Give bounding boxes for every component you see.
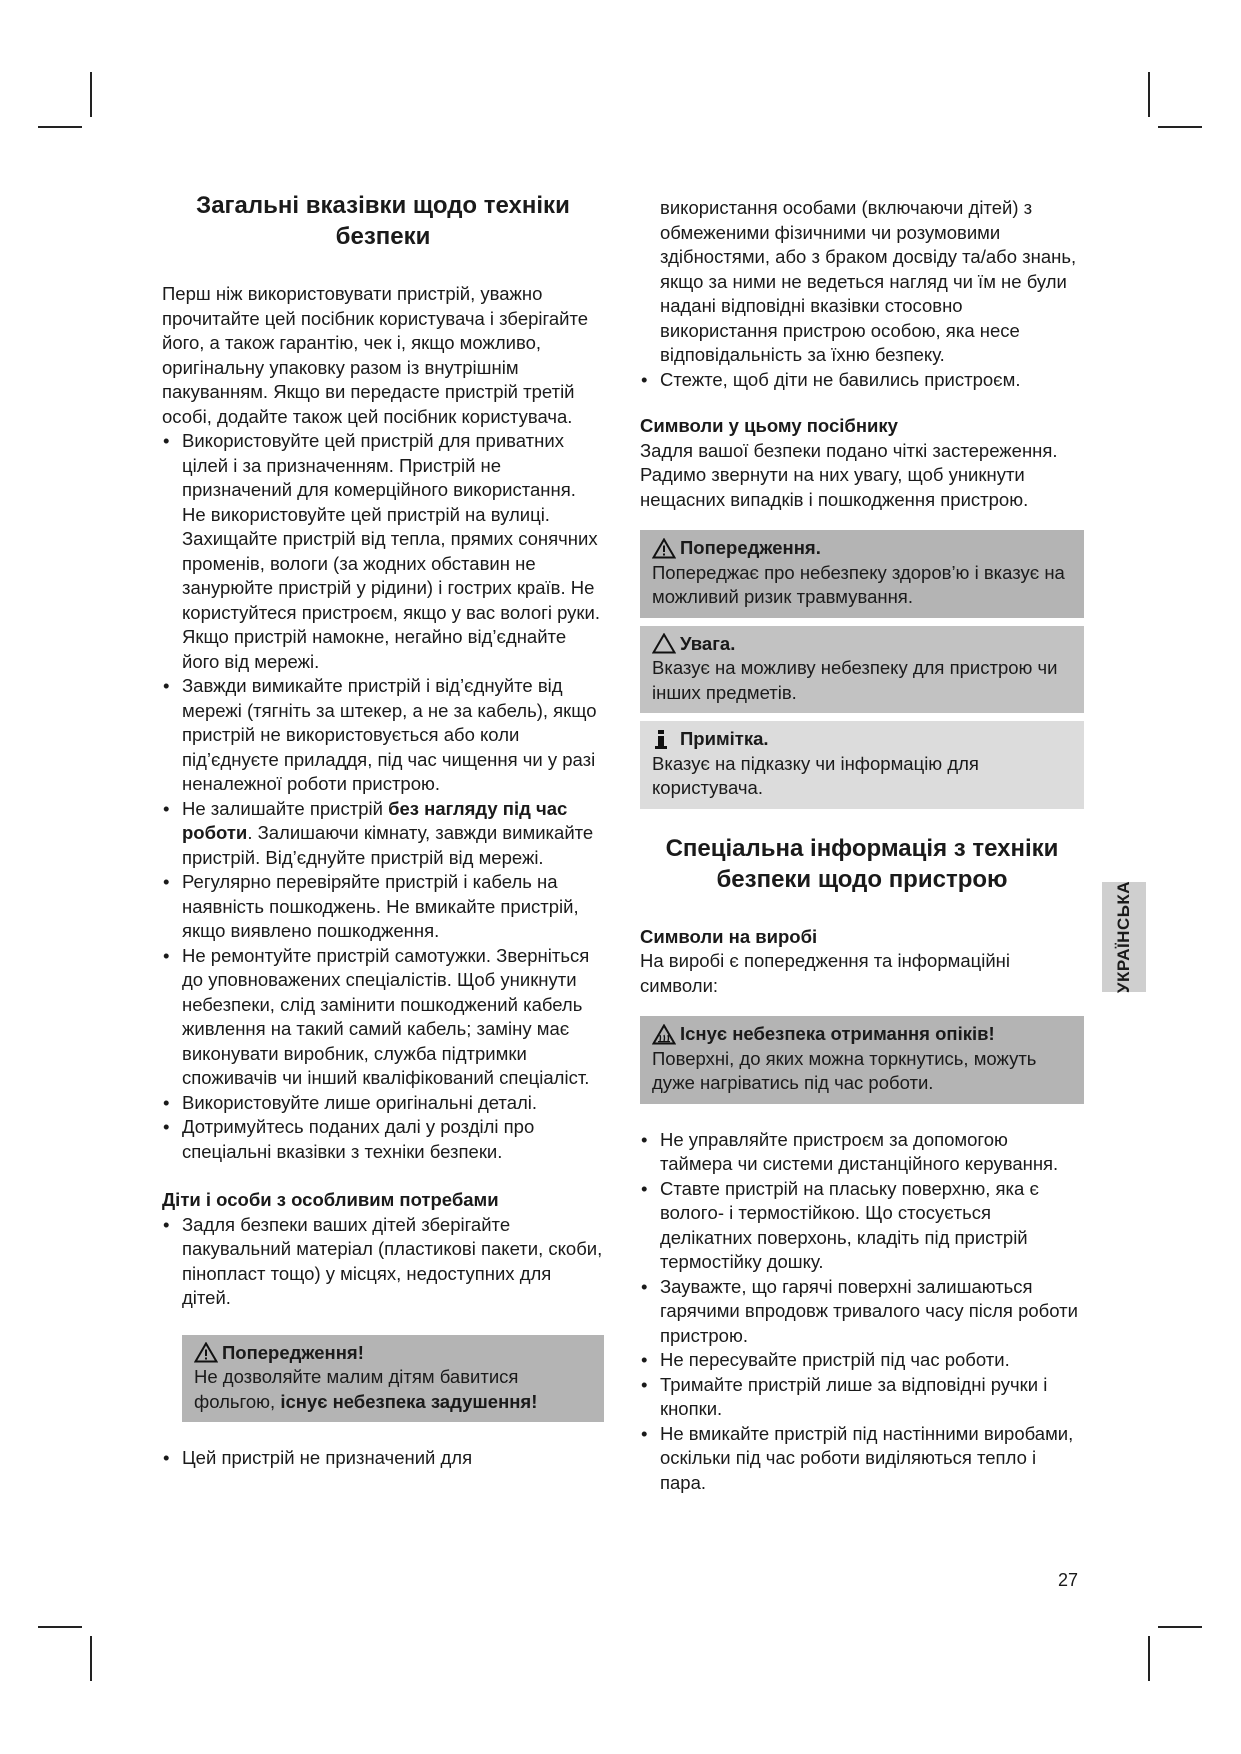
crop-mark — [1158, 1626, 1202, 1628]
product-symbols-text: На виробі є попередження та інформаційні символи: — [640, 950, 1010, 996]
warning-title-row — [194, 1341, 592, 1366]
caution-box — [640, 626, 1084, 714]
crop-mark — [38, 1626, 82, 1628]
burn-title: Існує небезпека отримання опіків! — [680, 1023, 995, 1044]
crop-mark — [1148, 1636, 1150, 1681]
symbols-text: Задля вашої безпеки подано чіткі застереження. Радимо звернути на них увагу, щоб уникнути нещасних випадків і пошкодження пристрою. — [640, 439, 1058, 510]
section-title-special-safety: Спеціальна інформація з техніки безпеки щодо пристрою — [665, 834, 1059, 893]
caution-title-row — [652, 632, 1072, 657]
last-list — [162, 1446, 604, 1471]
list-item-text: Використовуйте цей пристрій для приватних цілей і за призначенням. Пристрій не призначений для комерційного використання. — [182, 430, 576, 500]
symbols-heading: Символи у цьому посібнику — [640, 415, 898, 436]
burn-title-row — [652, 1022, 1072, 1047]
caution-text: Вказує на можливу небезпеку для пристрою чи інших предметів. — [652, 657, 1058, 703]
crop-mark — [1148, 72, 1150, 117]
list-item: • Задля безпеки ваших дітей зберігайте пакувальний матеріал (пластикові пакети, скоби, пінопласт тощо) у місцях, недоступних для дітей. — [162, 1213, 604, 1311]
warning-triangle-icon — [194, 1342, 218, 1363]
warning-title: Попередження. — [680, 537, 821, 558]
intro-paragraph: Перш ніж використовувати пристрій, уважно прочитайте цей посібник користувача і зберігайте його, а також гарантію, чек і, якщо можливо, оригінальну упаковку разом із внутрішнім пакуванням. Якщо ви передасте пристрій третій особі, додайте також цей посібник користувача. — [162, 283, 589, 427]
list-item — [162, 797, 604, 871]
list-item: • Стежте, щоб діти не бавились пристроєм. — [640, 368, 1084, 393]
list-item: • Ставте пристрій на плаську поверхню, яка є вологo- і термостійкою. Що стосується делікатних поверхонь, кладіть під пристрій термостійку дошку. — [640, 1177, 1084, 1275]
continued-list — [640, 368, 1084, 393]
list-item: • Не пересувайте пристрій під час роботи. — [640, 1348, 1084, 1373]
children-list — [162, 1213, 604, 1311]
burn-warning-box — [640, 1016, 1084, 1104]
caution-title: Увага. — [680, 632, 736, 654]
warning-text: Попереджає про небезпеку здоров’ю і вказує на можливий ризик травмування. — [652, 561, 1065, 607]
safety-list — [162, 429, 604, 1164]
crop-mark — [90, 72, 92, 117]
warning-title: Попередження! — [222, 1341, 364, 1363]
list-item-text: . Залишаючи кімнату, завжди вимикайте пристрій. Від’єднуйте пристрій від мережі. — [182, 822, 594, 868]
list-item — [162, 429, 604, 674]
list-item: • Регулярно перевіряйте пристрій і кабель на наявність пошкоджень. Не вмикайте пристрій, якщо виявлено пошкодження. — [162, 870, 604, 944]
list-item-text: Не залишайте пристрій — [182, 797, 389, 819]
caution-triangle-icon — [652, 633, 676, 654]
list-item: • Тримайте пристрій лише за відповідні ручки і кнопки. — [640, 1373, 1084, 1422]
continued-text: використання особами (включаючи дітей) з обмеженими фізичними чи розумовими здібностями, або з браком досвіду та/або знань, якщо за ними не ведеться нагляд чи їм не були надані відповідні вказівки стосовно використання пристрою особою, яка несе відповідальність за їхню безпеку. — [660, 197, 1077, 365]
warning-text-bold: існує небезпека задушення! — [280, 1390, 538, 1412]
list-item: • Не вмикайте пристрій під настінними виробами, оскільки під час роботи виділяються тепло і пара. — [640, 1422, 1084, 1496]
list-item: • Використовуйте лише оригінальні деталі. — [162, 1091, 604, 1116]
section-title-general-safety: Загальні вказівки щодо техніки безпеки — [196, 192, 570, 250]
warning-box-children — [182, 1335, 604, 1423]
crop-mark — [1158, 126, 1202, 128]
product-symbols-heading: Символи на виробі — [640, 925, 818, 947]
list-item: • Не управляйте пристроєм за допомогою таймера чи системи дистанційного керування. — [640, 1128, 1084, 1177]
device-safety-list — [640, 1128, 1084, 1496]
warning-triangle-icon — [652, 538, 676, 559]
warning-text — [194, 1365, 592, 1414]
list-item: • Цей пристрій не призначений для — [162, 1446, 604, 1471]
warning-text-part: Не дозволяйте малим дітям бавитися фольгою, — [194, 1366, 519, 1412]
children-heading: Діти і особи з особливим потребами — [162, 1189, 499, 1210]
burn-text: Поверхні, до яких можна торкнутись, можуть дуже нагріватись під час роботи. — [652, 1047, 1037, 1093]
note-box — [640, 721, 1084, 809]
hot-surface-icon — [652, 1024, 676, 1045]
note-title: Примітка. — [680, 728, 769, 749]
warning-box — [640, 530, 1084, 618]
language-tab-label: УКРАЇНСЬКА — [1114, 880, 1133, 994]
info-icon — [652, 729, 670, 750]
crop-mark — [90, 1636, 92, 1681]
left-column — [162, 190, 604, 1471]
right-column — [640, 196, 1084, 1495]
warning-title-row — [652, 536, 1072, 561]
list-item: • Завжди вимикайте пристрій і від’єднуйте від мережі (тягніть за штекер, а не за кабель), якщо пристрій не використовується або коли під’єднуєте приладдя, під час чищення чи у разі неналежної роботи пристрою. — [162, 674, 604, 797]
language-tab — [1102, 882, 1146, 992]
note-title-row — [652, 727, 1072, 752]
list-item-text: Не використовуйте цей пристрій на вулиці. Захищайте пристрій від тепла, прямих сонячних променів, вологи (за жодних обставин не занурюйте пристрій у рідини) і гострих країв. Не користуйтеся пристроєм, якщо у вас вологі руки. Якщо пристрій намокне, негайно від’єднайте його від мережі. — [182, 503, 601, 672]
page-number: 27 — [1058, 1570, 1079, 1590]
list-item: • Зауважте, що гарячі поверхні залишаються гарячими впродовж тривалого часу після роботи пристрою. — [640, 1275, 1084, 1349]
list-item: • Не ремонтуйте пристрій самотужки. Зверніться до уповноважених спеціалістів. Щоб уникнути небезпеки, слід замінити пошкоджений кабель живлення на такий самий кабель; заміну має виконувати виробник, служба підтримки споживачів чи інший кваліфікований спеціаліст. — [162, 944, 604, 1091]
list-item: • Дотримуйтесь поданих далі у розділі про спеціальні вказівки з техніки безпеки. — [162, 1115, 604, 1164]
note-text: Вказує на підказку чи інформацію для користувача. — [652, 752, 979, 798]
bold-text: без нагляду під час роботи — [182, 797, 568, 843]
crop-mark — [38, 126, 82, 128]
